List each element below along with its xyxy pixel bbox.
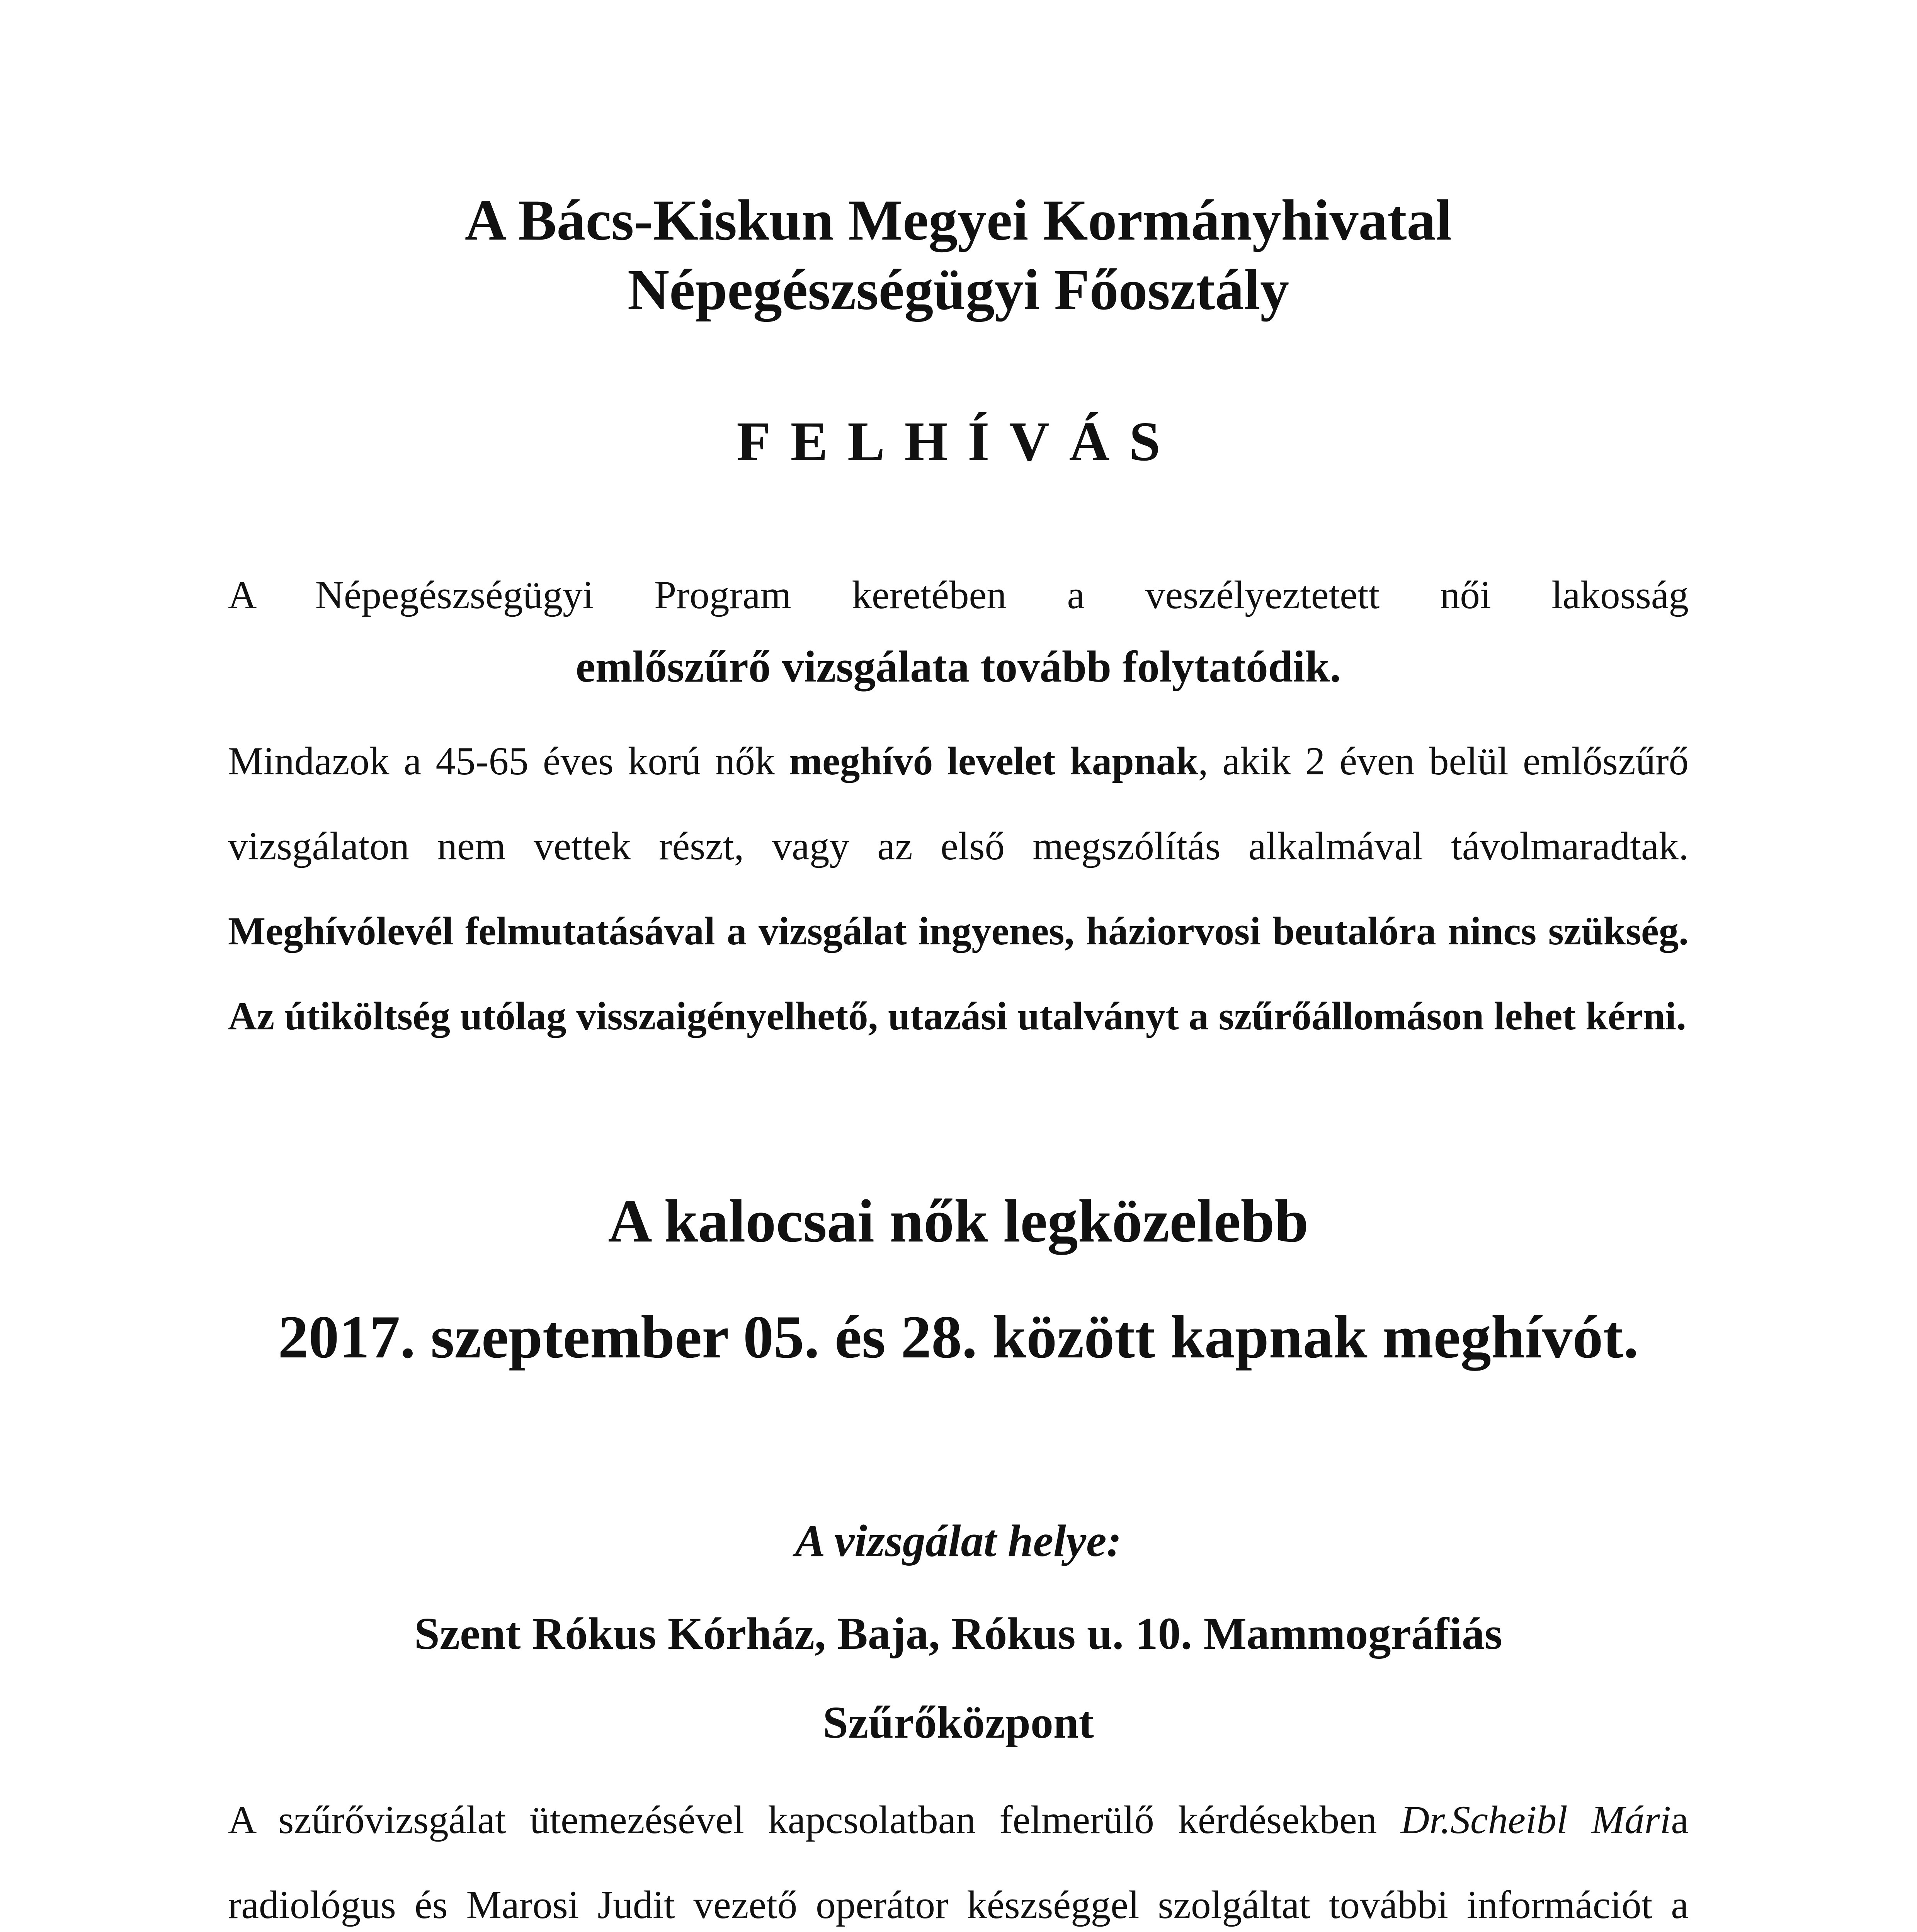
header-line-1: A Bács-Kiskun Megyei Kormányhivatal (464, 188, 1452, 252)
body-bold-rest: Meghívólevél felmutatásával a vizsgálat ingyenes, háziorvosi beutalóra nincs szükség. Az útiköltség utólag visszaigényelhető, utazási utalványt a szűrőállomáson lehet kérni. (228, 909, 1689, 1038)
header (228, 185, 1689, 325)
contact-text-1: A szűrővizsgálat ütemezésével kapcsolatban felmerülő kérdésekben (228, 1798, 1401, 1842)
contact-text-2: a radiológus és Marosi Judit vezető operátor készséggel szolgáltat további információt a (228, 1798, 1689, 1927)
announcement-line-2: 2017. szeptember 05. és 28. között kapnak meghívót. (278, 1303, 1639, 1371)
location-line-1: Szent Rókus Kórház, Baja, Rókus u. 10. Mammográfiás (414, 1608, 1502, 1659)
body-text-1: Mindazok a 45-65 éves korú nők (228, 739, 789, 783)
location-heading: A vizsgálat helye: (795, 1515, 1122, 1566)
announcement-line-1: A kalocsai nők legközelebb (608, 1187, 1309, 1255)
intro-line-1: A Népegészségügyi Program keretében a veszélyeztetett női lakosság (228, 573, 1689, 617)
contact-paragraph (228, 1777, 1689, 1932)
body-text-2: , akik 2 éven belül emlőszűrő vizsgálaton nem vettek részt, vagy az első megszólítás alkalmával távolmaradtak. (228, 739, 1689, 868)
page-title: FELHÍVÁS (737, 411, 1180, 473)
intro-line-2: emlőszűrő vizsgálata tovább folytatódik. (575, 642, 1341, 691)
body-paragraph (228, 719, 1689, 1059)
contact-name: Dr.Scheibl Mári (1400, 1798, 1671, 1842)
header-line-2: Népegészségügyi Főosztály (627, 258, 1289, 322)
location-line-2: Szűrőközpont (823, 1697, 1094, 1748)
body-bold-invite: meghívó levelet kapnak (789, 739, 1198, 783)
